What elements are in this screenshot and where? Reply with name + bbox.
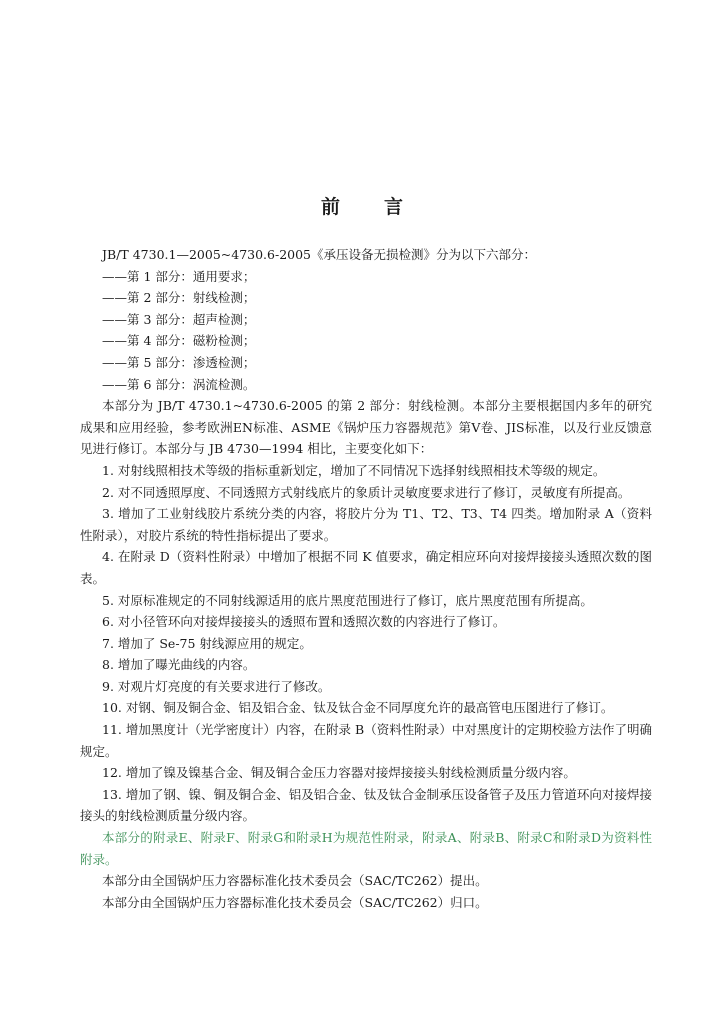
part-item: ——第 3 部分：超声检测； [102,311,256,327]
part-item: ——第 6 部分：涡流检测。 [102,376,256,392]
intro-paragraph: JB/T 4730.1—2005~4730.6-2005《承压设备无损检测》分为以下六部分： [102,247,537,262]
managed-by: 本部分由全国锅炉压力容器标准化技术委员会（SAC/TC262）归口。 [102,894,488,910]
title-char-2: 言 [384,196,404,218]
change-item: 12. 增加了镍及镍基合金、铜及铜合金压力容器对接焊接接头射线检测质量分级内容。 [102,765,576,781]
change-item: 2. 对不同透照厚度、不同透照方式射线底片的象质计灵敏度要求进行了修订，灵敏度有所提高。 [102,484,631,500]
change-item: 3. 增加了工业射线胶片系统分类的内容，将胶片分为 T1、T2、T3、T4 四类。增加附录 A（资料性附录），对胶片系统的特性指标提出了要求。 [80,506,652,543]
page-title [0,192,724,219]
change-item: 5. 对原标准规定的不同射线源适用的底片黑度范围进行了修订，底片黑度范围有所提高。 [102,592,593,608]
proposed-by: 本部分由全国锅炉压力容器标准化技术委员会（SAC/TC262）提出。 [102,873,488,889]
change-item: 10. 对钢、铜及铜合金、铝及铝合金、钛及钛合金不同厚度允许的最高管电压图进行了修订。 [102,700,614,716]
change-item: 1. 对射线照相技术等级的指标重新划定，增加了不同情况下选择射线照相技术等级的规定。 [102,462,606,478]
change-item: 11. 增加黑度计（光学密度计）内容，在附录 B（资料性附录）中对黑度计的定期校验方法作了明确规定。 [80,722,652,759]
appendix-note: 本部分的附录E、附录F、附录G和附录H为规范性附录，附录A、附录B、附录C和附录D为资料性附录。 [80,830,652,867]
parts-list [80,266,652,396]
change-item: 6. 对小径管环向对接焊接接头的透照布置和透照次数的内容进行了修订。 [102,614,506,630]
change-item: 4. 在附录 D（资料性附录）中增加了根据不同 K 值要求，确定相应环向对接焊接接头透照次数的图表。 [80,549,652,586]
foreword-body [80,244,652,913]
change-item: 13. 增加了钢、镍、铜及铜合金、铝及铝合金、钛及钛合金制承压设备管子及压力管道环向对接焊接接头的射线检测质量分级内容。 [80,786,652,824]
part-item: ——第 5 部分：渗透检测； [102,354,256,370]
part-item: ——第 4 部分：磁粉检测； [102,333,256,349]
change-item: 7. 增加了 Se-75 射线源应用的规定。 [102,635,312,651]
change-item: 8. 增加了曝光曲线的内容。 [102,657,256,673]
title-char-1: 前 [320,196,340,218]
change-item: 9. 对观片灯亮度的有关要求进行了修改。 [102,678,331,694]
part-item: ——第 2 部分：射线检测； [102,290,256,306]
part-item: ——第 1 部分：通用要求； [102,268,256,284]
basis-paragraph: 本部分为 JB/T 4730.1~4730.6-2005 的第 2 部分：射线检测。本部分主要根据国内多年的研究成果和应用经验，参考欧洲EN标准、ASME《锅炉压力容器规范》第V卷、JIS标准，以及行业反馈意见进行修订。本部分与 JB 4730—1994 相比，主要变化如下： [80,398,652,457]
